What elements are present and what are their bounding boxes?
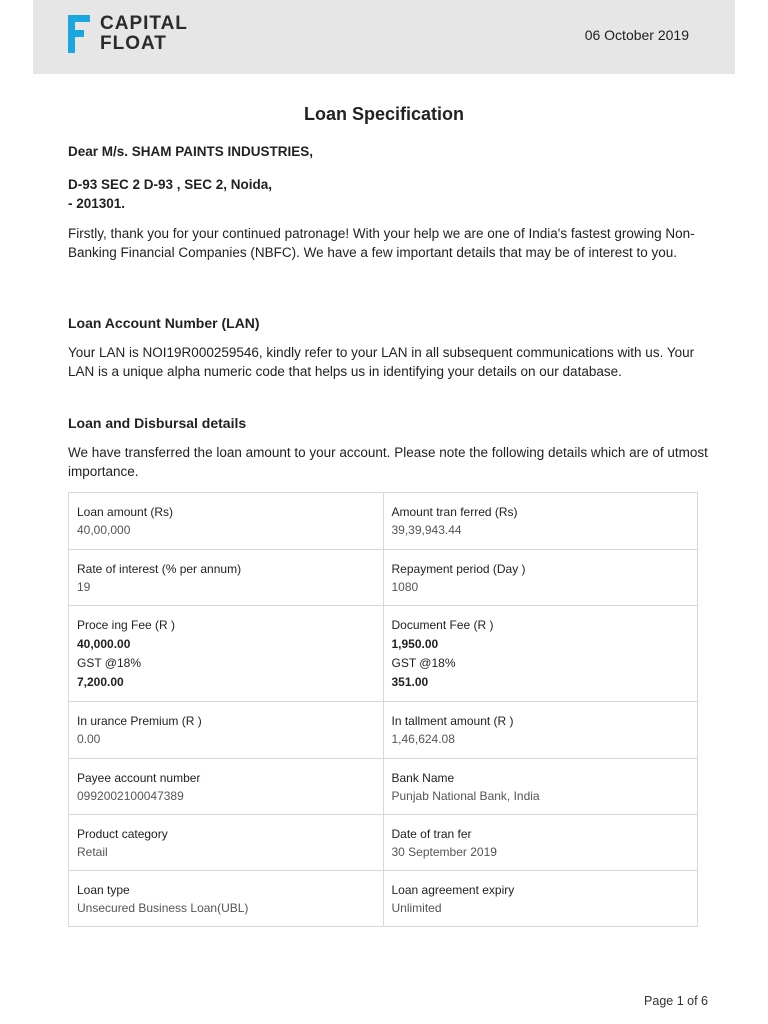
bank-value: Punjab National Bank, India [391, 789, 540, 803]
table-row [69, 606, 698, 702]
table-cell [69, 702, 384, 759]
table-row [69, 493, 698, 550]
expiry-label: Loan agreement expiry [391, 883, 515, 897]
address-line-2: - 201301. [68, 196, 126, 211]
processing-fee-value: 40,000.00 [77, 637, 131, 651]
table-cell [383, 759, 698, 815]
loan-amount-value: 40,00,000 [77, 523, 131, 537]
table-cell [383, 606, 698, 702]
page-number: Page 1 of 6 [644, 994, 708, 1008]
salutation: Dear M/s. SHAM PAINTS INDUSTRIES, [68, 144, 314, 159]
loan-details-table [68, 492, 698, 927]
installment-value: 1,46,624.08 [391, 732, 455, 746]
table-cell [69, 871, 384, 927]
document-gst-label: GST @18% [391, 656, 456, 670]
transfer-date-label: Date of tran fer [391, 827, 472, 841]
amount-transferred-label: Amount tran ferred (Rs) [391, 505, 518, 519]
address [68, 175, 708, 213]
table-cell [383, 702, 698, 759]
intro-paragraph: Firstly, thank you for your continued patronage! With your help we are one of India's fastest growing Non-Banking Financial Companies (NBFC). We have a few important details that may be of interest to you. [68, 226, 695, 260]
address-line-1: D-93 SEC 2 D-93 , SEC 2, Noida, [68, 177, 273, 192]
expiry-value: Unlimited [391, 901, 442, 915]
table-row [69, 759, 698, 815]
repayment-value: 1080 [391, 580, 419, 594]
payee-value: 0992002100047389 [77, 789, 184, 803]
table-cell [69, 759, 384, 815]
document-fee-value: 1,950.00 [391, 637, 439, 651]
logo-wordmark [100, 14, 188, 54]
insurance-value: 0.00 [77, 732, 101, 746]
repayment-label: Repayment period (Day ) [391, 562, 526, 576]
table-cell [69, 493, 384, 550]
table-row [69, 550, 698, 606]
table-row [69, 815, 698, 871]
amount-transferred-value: 39,39,943.44 [391, 523, 462, 537]
processing-gst-value: 7,200.00 [77, 675, 124, 689]
payee-label: Payee account number [77, 771, 201, 785]
rate-label: Rate of interest (% per annum) [77, 562, 242, 576]
capital-float-logo [68, 15, 198, 55]
document-gst-value: 351.00 [391, 675, 429, 689]
document-fee-label: Document Fee (R ) [391, 618, 494, 632]
table-cell [383, 871, 698, 927]
table-cell [383, 815, 698, 871]
table-cell [383, 493, 698, 550]
installment-label: In tallment amount (R ) [391, 714, 514, 728]
product-value: Retail [77, 845, 108, 859]
lan-heading: Loan Account Number (LAN) [68, 315, 260, 331]
logo-line-2: FLOAT [100, 33, 167, 54]
transfer-date-value: 30 September 2019 [391, 845, 497, 859]
table-cell [69, 606, 384, 702]
bank-label: Bank Name [391, 771, 455, 785]
logo-mark-icon [68, 15, 96, 53]
processing-fee-label: Proce ing Fee (R ) [77, 618, 176, 632]
product-label: Product category [77, 827, 168, 841]
table-cell [69, 550, 384, 606]
insurance-label: In urance Premium (R ) [77, 714, 202, 728]
loan-type-value: Unsecured Business Loan(UBL) [77, 901, 249, 915]
lan-paragraph: Your LAN is NOI19R000259546, kindly refer to your LAN in all subsequent communications with us. Your LAN is a unique alpha numeric code that helps us in identifying your details on our database. [68, 345, 695, 379]
disbursal-paragraph: We have transferred the loan amount to your account. Please note the following details which are of utmost importance. [68, 445, 708, 479]
table-cell [383, 550, 698, 606]
logo-line-1: CAPITAL [100, 13, 188, 34]
table-row [69, 702, 698, 759]
page-title: Loan Specification [303, 104, 465, 124]
table-row [69, 871, 698, 927]
rate-value: 19 [77, 580, 91, 594]
letter-date: 06 October 2019 [584, 27, 689, 43]
loan-type-label: Loan type [77, 883, 130, 897]
disbursal-heading: Loan and Disbursal details [68, 415, 247, 431]
table-cell [69, 815, 384, 871]
loan-amount-label: Loan amount (Rs) [77, 505, 174, 519]
processing-gst-label: GST @18% [77, 656, 141, 670]
